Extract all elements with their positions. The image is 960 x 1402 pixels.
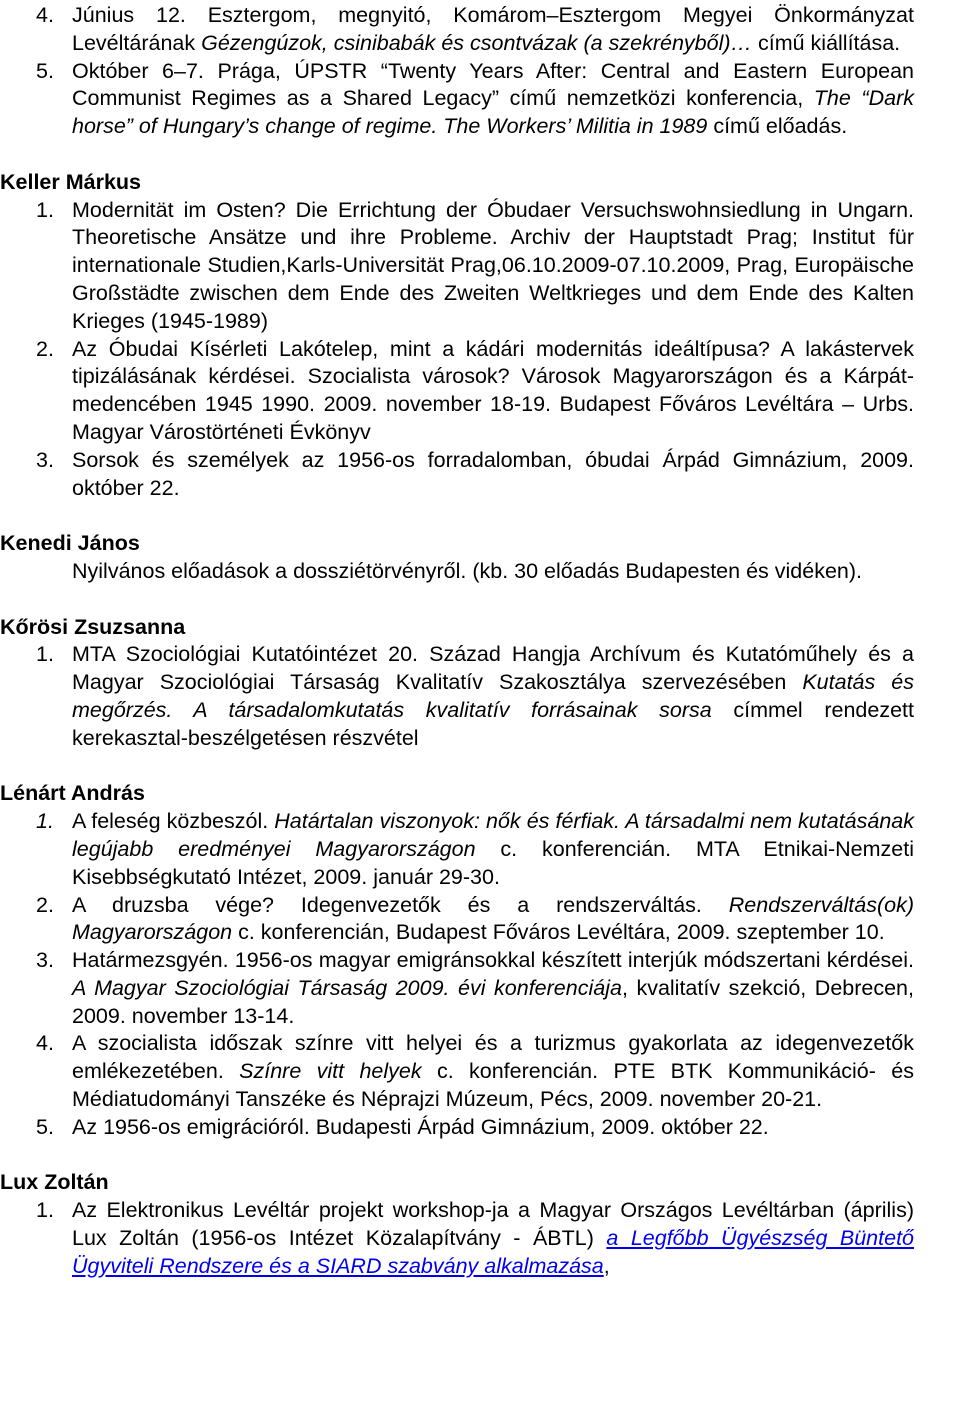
list-item bbox=[0, 197, 960, 336]
list-item bbox=[0, 808, 960, 891]
person-name: Lux Zoltán bbox=[0, 1170, 109, 1195]
entry-number: 3. bbox=[36, 948, 54, 973]
person-section-kenedi bbox=[0, 530, 960, 586]
entry-text: c. konferencián. PTE BTK Kommunikáció- és Médiatudományi Tanszéke és Néprajzi Múzeum, Pécs, 2009. november 20-21. bbox=[72, 1059, 914, 1112]
entry-number: 4. bbox=[36, 1031, 54, 1056]
entry-number: 1. bbox=[36, 197, 54, 222]
top-entry-list bbox=[0, 2, 960, 141]
entry-number: 5. bbox=[36, 58, 54, 83]
list-item bbox=[0, 892, 960, 948]
entry-text: c. konferencián. MTA Etnikai-Nemzeti Kisebbségkutató Intézet, 2009. január 29-30. bbox=[72, 836, 914, 889]
entry-title-italic: Rendszerváltás(ok) Magyarországon bbox=[72, 892, 914, 945]
list-item bbox=[0, 1030, 960, 1113]
person-section-lenart bbox=[0, 780, 960, 1141]
entry-number: 1. bbox=[36, 809, 54, 834]
entry-text: Október 6–7. Prága, ÚPSTR “Twenty Years After: Central and Eastern European Communist Regimes as a Shared Legacy” című nemzetközi konferencia, bbox=[72, 58, 914, 111]
entry-text: , kvalitatív szekció, Debrecen, 2009. november 13-14. bbox=[72, 975, 914, 1028]
person-name: Kőrösi Zsuzsanna bbox=[0, 614, 186, 639]
entry-title-italic: Határtalan viszonyok: nők és férfiak. A társadalmi nem kutatásának legújabb eredményei Magyarországon bbox=[72, 809, 914, 861]
entry-number: 2. bbox=[36, 892, 54, 917]
top-entry-5 bbox=[0, 58, 960, 141]
entry-title-italic: Gézengúzok, csinibabák és csontvázak (a szekrényből)… bbox=[201, 30, 752, 55]
entry-number: 5. bbox=[36, 1114, 54, 1139]
entry-text: címmel rendezett kerekasztal-beszélgetésen részvétel bbox=[72, 697, 914, 750]
list-item bbox=[0, 641, 960, 752]
entry-text: A szocialista időszak színre vitt helyei és a turizmus gyakorlata az idegenvezetők emlékezetében. bbox=[72, 1031, 914, 1084]
person-section-lux bbox=[0, 1169, 960, 1280]
list-item bbox=[0, 336, 960, 447]
entry-title-italic: Kutatás és megőrzés. A társadalomkutatás kvalitatív forrásainak sorsa bbox=[72, 670, 914, 722]
person-name: Keller Márkus bbox=[0, 169, 142, 194]
entry-text: Az Elektronikus Levéltár projekt workshop-ja a Magyar Országos Levéltárban (április) Lux Zoltán (1956-os Intézet Közalapítvány - ÁBTL) bbox=[72, 1198, 914, 1251]
entry-text: Június 12. Esztergom, megnyitó, Komárom–Esztergom Megyei Önkormányzat Levéltárának bbox=[72, 3, 914, 55]
entry-text: , bbox=[603, 1253, 610, 1278]
entry-text: című kiállítása. bbox=[752, 30, 901, 55]
entry-text: c. konferencián, Budapest Főváros Levéltára, 2009. szeptember 10. bbox=[232, 920, 885, 945]
entry-text: A druzsba vége? Idegenvezetők és a rendszerváltás. bbox=[72, 892, 729, 917]
entry-title-italic: The “Dark horse” of Hungary’s change of regime. The Workers’ Militia in 1989 bbox=[72, 86, 914, 139]
list-item bbox=[0, 447, 960, 503]
person-name: Kenedi János bbox=[0, 531, 140, 556]
entry-title-italic: A Magyar Szociológiai Társaság 2009. évi konferenciája bbox=[72, 975, 622, 1000]
list-item bbox=[0, 1197, 960, 1280]
list-item bbox=[0, 947, 960, 1030]
entry-number: 1. bbox=[36, 642, 54, 667]
entry-number: 4. bbox=[36, 3, 54, 27]
entry-number: 1. bbox=[36, 1198, 54, 1223]
person-section-korosi bbox=[0, 614, 960, 753]
entry-text: Határmezsgyén. 1956-os magyar emigránsokkal készített interjúk módszertani kérdései. bbox=[72, 948, 914, 973]
entry-text: Modernität im Osten? Die Errichtung der Óbudaer Versuchswohnsiedlung in Ungarn. Theoretische Ansätze und ihre Probleme. Archiv der Hauptstadt Prag; Institut für internationale Studien,Karls-Universität Prag,06.10.2009-07.10.2009, Prag, Europäische Großstädte zwischen dem Ende des Zweiten Weltkrieges und dem Ende des Kalten Krieges (1945-1989) bbox=[72, 197, 914, 333]
person-section-keller bbox=[0, 169, 960, 503]
list-item bbox=[0, 1114, 960, 1142]
entry-number: 3. bbox=[36, 447, 54, 472]
entry-text: Az 1956-os emigrációról. Budapesti Árpád Gimnázium, 2009. október 22. bbox=[72, 1114, 769, 1139]
top-entry-4 bbox=[0, 2, 960, 58]
entry-text: Nyilvános előadások a dossziétörvényről. (kb. 30 előadás Budapesten és vidéken). bbox=[72, 558, 862, 583]
person-name: Lénárt András bbox=[0, 781, 145, 806]
entry-text: MTA Szociológiai Kutatóintézet 20. Század Hangja Archívum és Kutatóműhely és a Magyar Szociológiai Társaság Kvalitatív Szakosztálya szervezésében bbox=[72, 642, 914, 695]
entry-number: 2. bbox=[36, 336, 54, 361]
entry-text: Az Óbudai Kísérleti Lakótelep, mint a kádári modernitás ideáltípusa? A lakástervek tipizálásának kérdései. Szocialista városok? Városok Magyarországon és a Kárpát-medencében 1945 1990. 2009. november 18-19. Budapest Főváros Levéltára – Urbs. Magyar Várostörténeti Évkönyv bbox=[72, 336, 914, 444]
entry-text: Sorsok és személyek az 1956-os forradalomban, óbudai Árpád Gimnázium, 2009. október 22. bbox=[72, 447, 914, 500]
presentation-link[interactable]: a Legfőbb Ügyészség Büntető Ügyviteli Rendszere és a SIARD szabvány alkalmazása bbox=[72, 1226, 914, 1278]
entry-title-italic: Színre vitt helyek bbox=[239, 1059, 422, 1084]
entry-text: című előadás. bbox=[707, 114, 848, 139]
entry-text: A feleség közbeszól. bbox=[72, 809, 275, 834]
